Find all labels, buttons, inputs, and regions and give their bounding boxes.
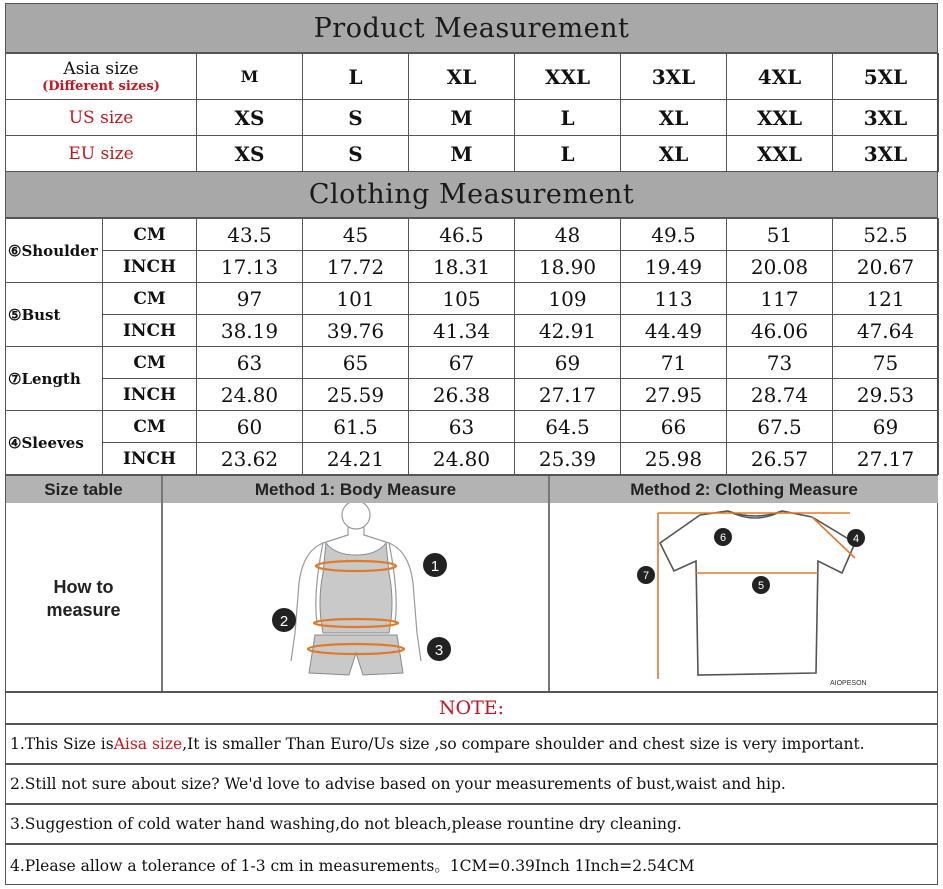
length-cm-cell: 75 bbox=[833, 347, 939, 379]
length-inch-cell: 28.74 bbox=[727, 379, 833, 411]
note-title-text: NOTE: bbox=[438, 697, 505, 719]
asia-size-cell: XL bbox=[409, 54, 515, 100]
sleeves-cm-cell: 66 bbox=[621, 411, 727, 443]
size-conversion-table bbox=[5, 53, 939, 172]
length-cm-cell: 63 bbox=[197, 347, 303, 379]
caption-line: measure bbox=[46, 600, 121, 620]
note-text: 2.Still not sure about size? We'd love to advise based on your measurements of bust,waist and hip. bbox=[10, 775, 786, 793]
shoulder-cm-cell: 52.5 bbox=[833, 219, 939, 251]
shoulder-cm-row bbox=[6, 219, 939, 251]
marker-6 bbox=[714, 528, 732, 546]
length-cm-cell: 73 bbox=[727, 347, 833, 379]
eu-size-cell: XS bbox=[197, 136, 303, 172]
us-size-cell: S bbox=[303, 100, 409, 136]
marker-1 bbox=[423, 553, 447, 577]
eu-size-cell: 3XL bbox=[833, 136, 939, 172]
length-cm-row bbox=[6, 347, 939, 379]
sleeves-cm-row bbox=[6, 411, 939, 443]
shoulder-inch-cell: 17.13 bbox=[197, 251, 303, 283]
clothing-measurement-table bbox=[5, 218, 939, 475]
sleeves-inch-cell: 24.80 bbox=[409, 443, 515, 475]
us-size-label: US size bbox=[6, 100, 197, 136]
marker-label: 1 bbox=[430, 558, 440, 575]
sleeves-inch-row bbox=[6, 443, 939, 475]
sleeves-cm-cell: 67.5 bbox=[727, 411, 833, 443]
asia-size-note: (Different sizes) bbox=[42, 79, 160, 94]
sleeves-cm-cell: 61.5 bbox=[303, 411, 409, 443]
us-size-cell: M bbox=[409, 100, 515, 136]
length-cm-cell: 65 bbox=[303, 347, 409, 379]
clothing-measurement-title: Clothing Measurement bbox=[308, 179, 635, 210]
shoulder-inch-cell: 20.08 bbox=[727, 251, 833, 283]
bust-cm-row bbox=[6, 283, 939, 315]
eu-size-cell: XXL bbox=[727, 136, 833, 172]
size-table-header bbox=[6, 476, 161, 503]
note-1 bbox=[5, 724, 938, 764]
note-text: 3.Suggestion of cold water hand washing,do not bleach,please rountine dry cleaning. bbox=[10, 815, 682, 833]
marker-5 bbox=[752, 576, 770, 594]
unit-cm-label: CM bbox=[103, 283, 197, 315]
marker-label: 5 bbox=[757, 580, 765, 592]
marker-label: 7 bbox=[642, 570, 650, 582]
sleeves-cm-cell: 63 bbox=[409, 411, 515, 443]
bust-inch-cell: 44.49 bbox=[621, 315, 727, 347]
note-3 bbox=[5, 804, 938, 844]
sleeves-cm-cell: 60 bbox=[197, 411, 303, 443]
bust-inch-cell: 41.34 bbox=[409, 315, 515, 347]
shoulder-cm-cell: 48 bbox=[515, 219, 621, 251]
unit-cm-label: CM bbox=[103, 347, 197, 379]
marker-label: 6 bbox=[719, 532, 727, 544]
body-measure-illustration bbox=[163, 503, 548, 691]
shoulder-label: ⑥Shoulder bbox=[6, 219, 103, 283]
unit-inch-label: INCH bbox=[103, 251, 197, 283]
brand-mark: AIOPESON bbox=[830, 680, 867, 687]
note-title bbox=[5, 692, 938, 724]
bust-cm-cell: 105 bbox=[409, 283, 515, 315]
unit-cm-label: CM bbox=[103, 411, 197, 443]
unit-inch-label: INCH bbox=[103, 443, 197, 475]
method1-header bbox=[163, 476, 548, 503]
shoulder-inch-cell: 17.72 bbox=[303, 251, 409, 283]
note-highlight: Aisa size bbox=[113, 735, 183, 753]
eu-size-row bbox=[6, 136, 939, 172]
sleeves-cm-cell: 69 bbox=[833, 411, 939, 443]
marker-2 bbox=[272, 608, 296, 632]
method2-label: Method 2: Clothing Measure bbox=[630, 479, 858, 499]
length-cm-cell: 69 bbox=[515, 347, 621, 379]
bust-cm-cell: 121 bbox=[833, 283, 939, 315]
bust-cm-cell: 117 bbox=[727, 283, 833, 315]
eu-size-cell: M bbox=[409, 136, 515, 172]
sleeves-inch-cell: 25.98 bbox=[621, 443, 727, 475]
bust-label: ⑤Bust bbox=[6, 283, 103, 347]
product-measurement-title: Product Measurement bbox=[313, 12, 630, 44]
marker-4 bbox=[847, 529, 865, 547]
us-size-cell: XL bbox=[621, 100, 727, 136]
how-to-measure-caption bbox=[6, 576, 161, 622]
shoulder-cm-cell: 43.5 bbox=[197, 219, 303, 251]
marker-7 bbox=[637, 566, 655, 584]
method2-header bbox=[550, 476, 938, 503]
length-cm-cell: 71 bbox=[621, 347, 727, 379]
size-table-label: Size table bbox=[44, 479, 123, 499]
asia-size-cell: L bbox=[303, 54, 409, 100]
shoulder-inch-cell: 18.90 bbox=[515, 251, 621, 283]
bust-inch-row bbox=[6, 315, 939, 347]
length-inch-cell: 24.80 bbox=[197, 379, 303, 411]
length-inch-row bbox=[6, 379, 939, 411]
eu-size-label: EU size bbox=[6, 136, 197, 172]
note-text: 4.Please allow a tolerance of 1-3 cm in measurements。1CM=0.39Inch 1Inch=2.54CM bbox=[10, 856, 695, 875]
sleeves-label: ④Sleeves bbox=[6, 411, 103, 475]
sleeves-inch-cell: 27.17 bbox=[833, 443, 939, 475]
asia-size-header bbox=[6, 54, 197, 100]
shoulder-cm-cell: 49.5 bbox=[621, 219, 727, 251]
bust-cm-cell: 113 bbox=[621, 283, 727, 315]
shoulder-cm-cell: 51 bbox=[727, 219, 833, 251]
shoulder-inch-cell: 20.67 bbox=[833, 251, 939, 283]
eu-size-cell: XL bbox=[621, 136, 727, 172]
shoulder-cm-cell: 46.5 bbox=[409, 219, 515, 251]
bust-cm-cell: 101 bbox=[303, 283, 409, 315]
asia-size-cell: 3XL bbox=[621, 54, 727, 100]
length-inch-cell: 25.59 bbox=[303, 379, 409, 411]
length-inch-cell: 26.38 bbox=[409, 379, 515, 411]
bust-inch-cell: 42.91 bbox=[515, 315, 621, 347]
marker-3 bbox=[427, 637, 451, 661]
note-text: 1.This Size is bbox=[10, 735, 114, 753]
note-4 bbox=[5, 844, 938, 885]
asia-size-label: Asia size bbox=[63, 59, 139, 79]
us-size-cell: XS bbox=[197, 100, 303, 136]
marker-label: 4 bbox=[852, 533, 860, 545]
caption-line: How to bbox=[53, 577, 114, 597]
eu-size-cell: L bbox=[515, 136, 621, 172]
length-inch-cell: 27.17 bbox=[515, 379, 621, 411]
asia-size-cell: 5XL bbox=[833, 54, 939, 100]
marker-label: 3 bbox=[434, 642, 444, 659]
sleeves-inch-cell: 25.39 bbox=[515, 443, 621, 475]
us-size-row bbox=[6, 100, 939, 136]
bust-inch-cell: 39.76 bbox=[303, 315, 409, 347]
us-size-cell: L bbox=[515, 100, 621, 136]
shoulder-inch-cell: 19.49 bbox=[621, 251, 727, 283]
unit-inch-label: INCH bbox=[103, 379, 197, 411]
length-label: ⑦Length bbox=[6, 347, 103, 411]
clothing-measurement-banner bbox=[5, 171, 938, 218]
asia-size-cell: M bbox=[197, 54, 303, 100]
bust-inch-cell: 47.64 bbox=[833, 315, 939, 347]
note-text: ,It is smaller Than Euro/Us size ,so compare shoulder and chest size is very important. bbox=[182, 735, 865, 753]
shoulder-inch-cell: 18.31 bbox=[409, 251, 515, 283]
shoulder-inch-row bbox=[6, 251, 939, 283]
sleeves-inch-cell: 23.62 bbox=[197, 443, 303, 475]
unit-inch-label: INCH bbox=[103, 315, 197, 347]
asia-size-cell: XXL bbox=[515, 54, 621, 100]
product-measurement-banner bbox=[5, 3, 938, 53]
bust-cm-cell: 97 bbox=[197, 283, 303, 315]
bust-inch-cell: 46.06 bbox=[727, 315, 833, 347]
eu-size-cell: S bbox=[303, 136, 409, 172]
how-to-measure-section bbox=[5, 475, 938, 692]
bust-inch-cell: 38.19 bbox=[197, 315, 303, 347]
shoulder-cm-cell: 45 bbox=[303, 219, 409, 251]
us-size-cell: 3XL bbox=[833, 100, 939, 136]
note-2 bbox=[5, 764, 938, 804]
bust-cm-cell: 109 bbox=[515, 283, 621, 315]
us-size-cell: XXL bbox=[727, 100, 833, 136]
unit-cm-label: CM bbox=[103, 219, 197, 251]
asia-size-row bbox=[6, 54, 939, 100]
clothing-measure-illustration bbox=[550, 503, 938, 691]
method1-label: Method 1: Body Measure bbox=[254, 479, 457, 499]
sleeves-inch-cell: 24.21 bbox=[303, 443, 409, 475]
length-inch-cell: 27.95 bbox=[621, 379, 727, 411]
length-cm-cell: 67 bbox=[409, 347, 515, 379]
asia-size-cell: 4XL bbox=[727, 54, 833, 100]
sleeves-inch-cell: 26.57 bbox=[727, 443, 833, 475]
sleeves-cm-cell: 64.5 bbox=[515, 411, 621, 443]
length-inch-cell: 29.53 bbox=[833, 379, 939, 411]
marker-label: 2 bbox=[279, 613, 289, 630]
